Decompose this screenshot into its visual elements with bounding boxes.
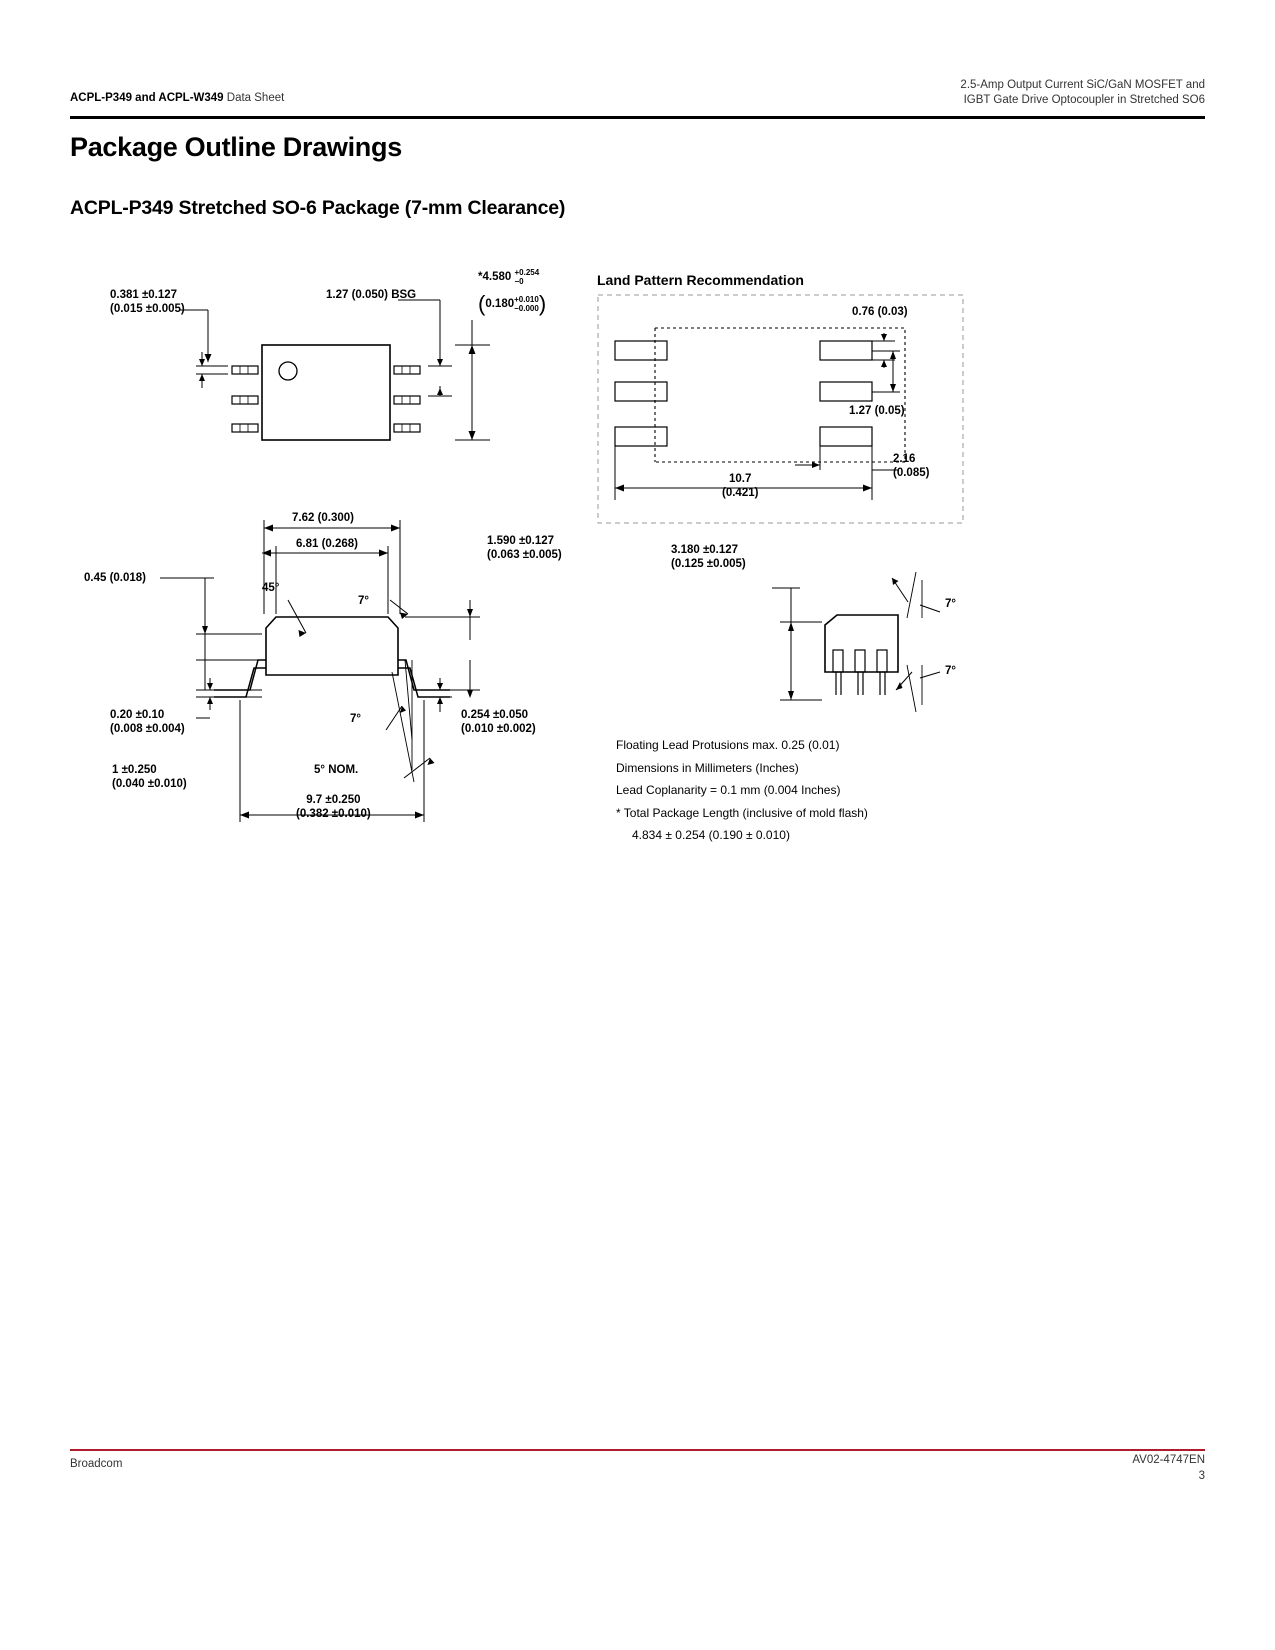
- label-lead-thickness: 0.254 ±0.050 (0.010 ±0.002): [461, 709, 536, 735]
- note-0: Floating Lead Protusions max. 0.25 (0.01): [616, 738, 840, 752]
- label-package-length-inch: (0.180 +0.010 −0.000 ): [478, 291, 547, 316]
- label-angle-5-nom: 5° NOM.: [314, 764, 359, 776]
- label-overall-length: 9.7 ±0.250 (0.382 ±0.010): [296, 794, 371, 820]
- footer-page-number: 3: [1198, 1470, 1205, 1482]
- label-standoff: 0.45 (0.018): [84, 572, 147, 584]
- label-lead-width: 0.381 ±0.127 (0.015 ±0.005): [110, 289, 185, 315]
- label-endview-angle-top: 7°: [945, 598, 956, 610]
- label-package-length: *4.580 +0.254 −0: [478, 268, 540, 286]
- header-divider: [70, 116, 1205, 119]
- label-span-outer: 7.62 (0.300): [292, 512, 355, 524]
- footer-divider: [70, 1449, 1205, 1451]
- label-pad-width: 0.76 (0.03): [852, 306, 908, 318]
- label-seating-standoff: 1 ±0.250 (0.040 ±0.010): [112, 764, 187, 790]
- footer-company: Broadcom: [70, 1458, 123, 1470]
- label-foot-thickness: 0.20 ±0.10 (0.008 ±0.004): [110, 709, 185, 735]
- page-title: Package Outline Drawings: [70, 132, 402, 162]
- label-endview-angle-bottom: 7°: [945, 665, 956, 677]
- note-4: 4.834 ± 0.254 (0.190 ± 0.010): [632, 828, 790, 842]
- header-right-line2: IGBT Gate Drive Optocoupler in Stretched SO6: [963, 94, 1205, 106]
- label-pad-pitch: 1.27 (0.05): [849, 405, 905, 417]
- footer-right: [1132, 1452, 1205, 1484]
- drawing-notes: [616, 734, 868, 847]
- header-left: [70, 92, 284, 104]
- label-body-height: 1.590 ±0.127 (0.063 ±0.005): [487, 535, 562, 561]
- note-1: Dimensions in Millimeters (Inches): [616, 760, 799, 775]
- header-right: [960, 78, 1205, 108]
- label-pad-gap: 2.16 (0.085): [893, 453, 930, 479]
- header-right-line1: 2.5-Amp Output Current SiC/GaN MOSFET and: [960, 79, 1205, 91]
- header-doctype: Data Sheet: [223, 92, 285, 104]
- header-part-numbers: ACPL-P349 and ACPL-W349: [70, 92, 224, 104]
- land-pattern-title: Land Pattern Recommendation: [597, 272, 804, 288]
- label-angle-7-bottom: 7°: [350, 713, 361, 725]
- label-lead-pitch: 1.27 (0.050) BSG: [326, 289, 417, 301]
- label-body-width: 3.180 ±0.127 (0.125 ±0.005): [671, 544, 746, 570]
- label-pad-span: 10.7 (0.421): [722, 473, 759, 499]
- note-3: * Total Package Length (inclusive of mold flash): [616, 805, 868, 820]
- label-span-inner: 6.81 (0.268): [296, 538, 359, 550]
- section-title: ACPL-P349 Stretched SO-6 Package (7-mm Clearance): [70, 197, 566, 219]
- note-2: Lead Coplanarity = 0.1 mm (0.004 Inches): [616, 783, 841, 797]
- footer-doc-id: AV02-4747EN: [1132, 1454, 1205, 1466]
- label-angle-45: 45°: [262, 582, 280, 594]
- label-angle-7-top: 7°: [358, 595, 369, 607]
